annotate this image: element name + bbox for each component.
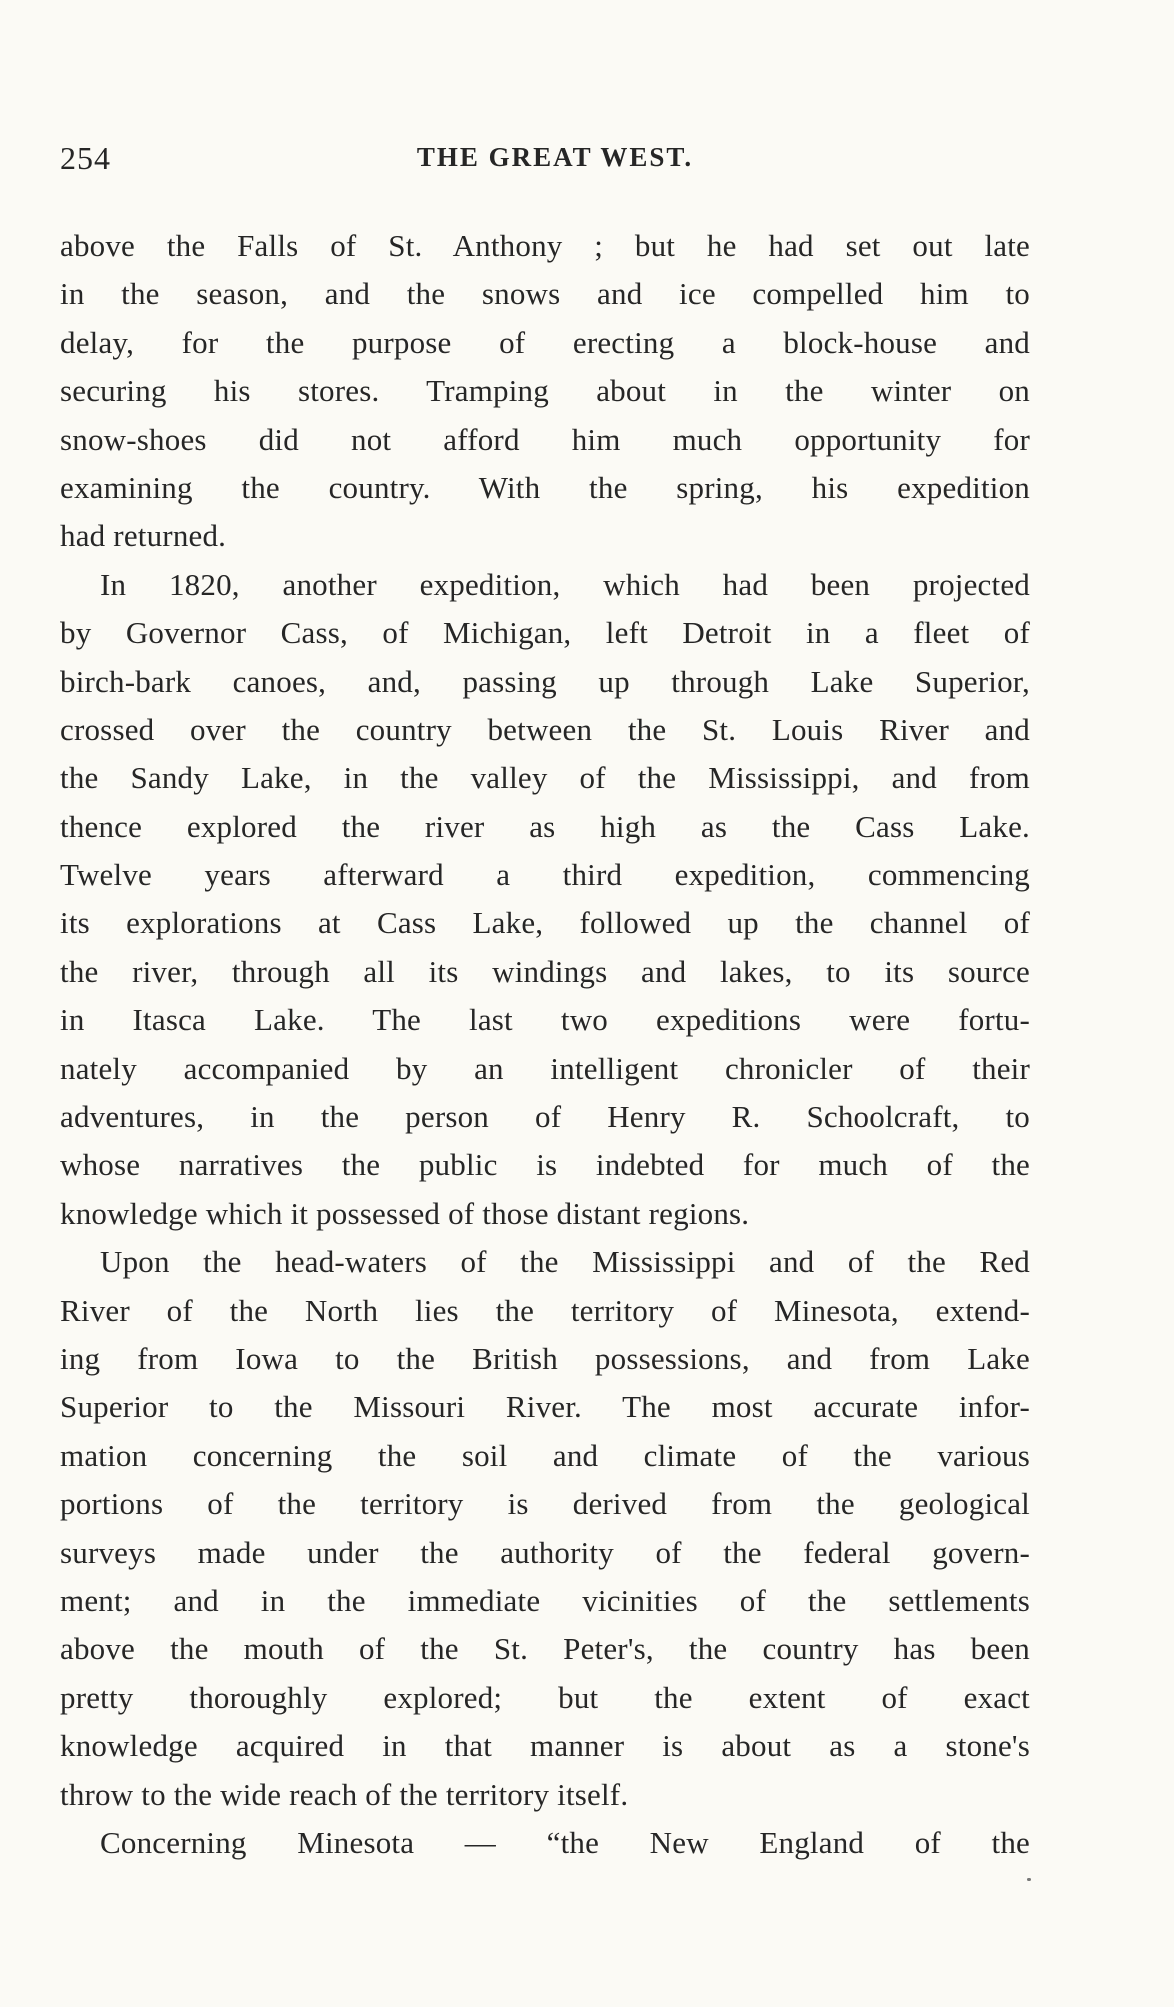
text-line: nately accompanied by an intelligent chronicler of their xyxy=(60,1050,1030,1086)
page-number: 254 xyxy=(60,140,111,176)
text-line: thence explored the river as high as the Cass Lake. xyxy=(60,808,1030,844)
text-line: throw to the wide reach of the territory itself. xyxy=(60,1776,629,1812)
text-line: the Sandy Lake, in the valley of the Mississippi, and from xyxy=(60,760,1030,796)
text-line: crossed over the country between the St. Louis River and xyxy=(60,711,1030,747)
text-line: Upon the head-waters of the Mississippi and of the Red xyxy=(100,1244,1030,1280)
text-line: surveys made under the authority of the federal govern- xyxy=(60,1534,1030,1570)
text-line: whose narratives the public is indebted for much of the xyxy=(60,1147,1030,1183)
text-line: knowledge acquired in that manner is about as a stone's xyxy=(60,1728,1030,1764)
body-text xyxy=(60,222,1030,1867)
text-line: In 1820, another expedition, which had been projected xyxy=(100,566,1030,602)
text-line: Superior to the Missouri River. The most accurate infor- xyxy=(60,1389,1030,1425)
text-line: in Itasca Lake. The last two expeditions were fortu- xyxy=(60,1002,1030,1038)
text-line: examining the country. With the spring, his expedition xyxy=(60,469,1030,505)
text-line: snow-shoes did not afford him much opportunity for xyxy=(60,421,1030,457)
text-line: ment; and in the immediate vicinities of the settlements xyxy=(60,1582,1030,1618)
text-line: above the mouth of the St. Peter's, the country has been xyxy=(60,1631,1030,1667)
text-line: knowledge which it possessed of those distant regions. xyxy=(60,1195,750,1231)
running-head xyxy=(60,140,1050,186)
text-line: River of the North lies the territory of Minesota, extend- xyxy=(60,1292,1030,1328)
text-line: birch-bark canoes, and, passing up through Lake Superior, xyxy=(60,663,1030,699)
text-line: the river, through all its windings and lakes, to its source xyxy=(60,953,1030,989)
text-line: pretty thoroughly explored; but the extent of exact xyxy=(60,1679,1030,1715)
text-line: ing from Iowa to the British possessions, and from Lake xyxy=(60,1340,1030,1376)
text-line: Twelve years afterward a third expedition, commencing xyxy=(60,857,1030,893)
text-line: in the season, and the snows and ice compelled him to xyxy=(60,276,1030,312)
text-line: above the Falls of St. Anthony ; but he had set out late xyxy=(60,228,1030,263)
text-line: delay, for the purpose of erecting a block-house and xyxy=(60,324,1030,360)
text-line: had returned. xyxy=(60,518,227,554)
text-line: adventures, in the person of Henry R. Schoolcraft, to xyxy=(60,1099,1030,1135)
print-speck xyxy=(1027,1878,1031,1881)
text-line: securing his stores. Tramping about in the winter on xyxy=(60,373,1030,409)
text-line: by Governor Cass, of Michigan, left Detroit in a fleet of xyxy=(60,615,1030,651)
running-title: THE GREAT WEST. xyxy=(416,142,694,172)
text-line: portions of the territory is derived from the geological xyxy=(60,1486,1030,1522)
text-line: Concerning Minesota — “the New England of the xyxy=(100,1824,1030,1860)
text-line: mation concerning the soil and climate of the various xyxy=(60,1437,1030,1473)
text-line: its explorations at Cass Lake, followed up the channel of xyxy=(60,905,1030,941)
